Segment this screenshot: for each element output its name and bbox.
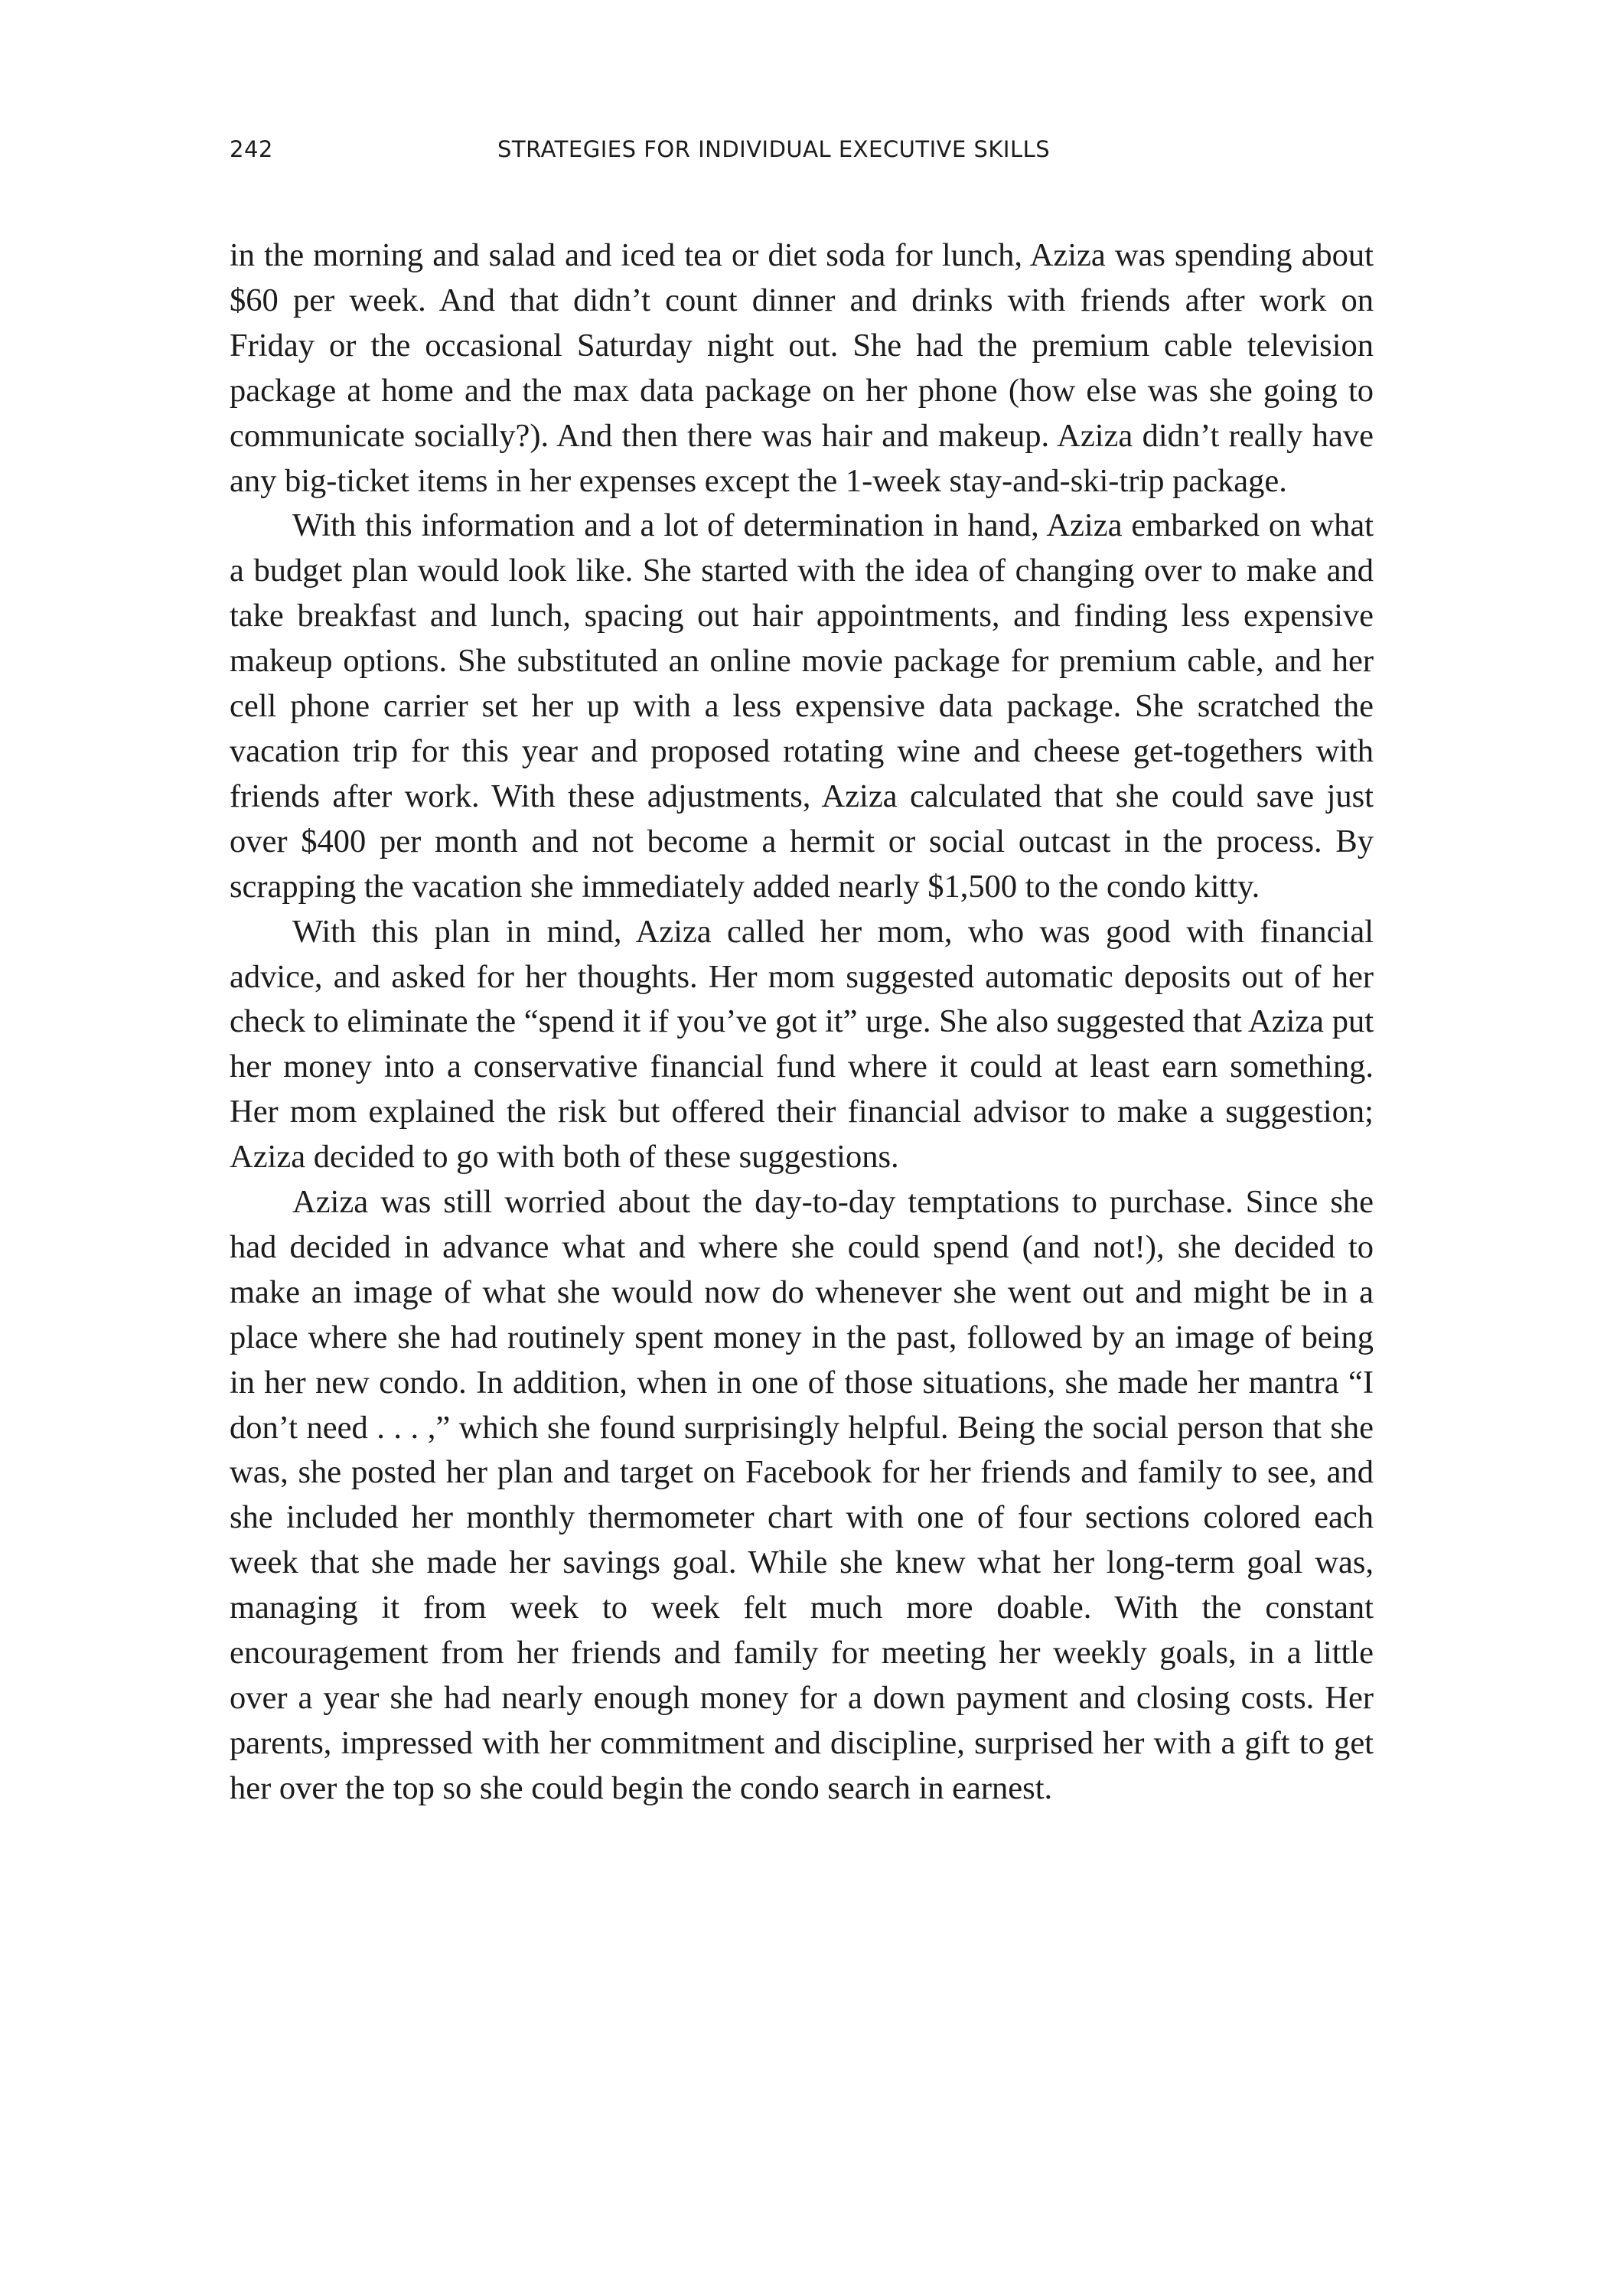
paragraph-3: With this plan in mind, Aziza called her mom, who was good with financial advice, and asked for her thoughts. Her mom suggested automatic deposits out of her check to eliminate the “spend it if you’ve got it” urge. She also suggested that Aziza put her money into a conservative financial fund where it could at least earn something. Her mom explained the risk but offered their financial advisor to make a suggestion; Aziza decided to go with both of these suggestions.	[230, 913, 1374, 1176]
paragraph-1: in the morning and salad and iced tea or diet soda for lunch, Aziza was spending about $60 per week. And that didn’t count dinner and drinks with friends after work on Friday or the occasional Saturday night out. She had the premium cable television package at home and the max data package on her phone (how else was she going to communicate socially?). And then there was hair and makeup. Aziza didn’t really have any big-ticket items in her expenses except the 1-week stay-and-ski-trip package.	[230, 237, 1374, 499]
page-number: 242	[230, 136, 273, 162]
paragraph-4: Aziza was still worried about the day-to-day temptations to purchase. Since she had decided in advance what and where she could spend (and not!), she decided to make an image of what she would now do whenever she went out and might be in a place where she had routinely spent money in the past, followed by an image of being in her new condo. In addition, when in one of those situations, she made her mantra “I don’t need . . . ,” which she found surprisingly helpful. Being the social person that she was, she posted her plan and target on Facebook for her friends and family to see, and she included her monthly thermometer chart with one of four sections colored each week that she made her savings goal. While she knew what her long-term goal was, managing it from week to week felt much more doable. With the constant encouragement from her friends and family for meeting her weekly goals, in a little over a year she had nearly enough money for a down payment and closing costs. Her parents, impressed with her commitment and discipline, surprised her with a gift to get her over the top so she could begin the condo search in earnest.	[230, 1184, 1374, 1806]
running-title: STRATEGIES FOR INDIVIDUAL EXECUTIVE SKILLS	[497, 136, 1051, 162]
paragraph-2: With this information and a lot of determination in hand, Aziza embarked on what a budget plan would look like. She started with the idea of changing over to make and take breakfast and lunch, spacing out hair appointments, and finding less expensive makeup options. She substituted an online movie package for premium cable, and her cell phone carrier set her up with a less expensive data package. She scratched the vacation trip for this year and proposed rotating wine and cheese get-togethers with friends after work. With these adjustments, Aziza calculated that she could save just over $400 per month and not become a hermit or social outcast in the process. By scrapping the vacation she immediately added nearly $1,500 to the condo kitty.	[230, 507, 1374, 905]
running-head	[230, 136, 1377, 174]
body-text	[230, 233, 1374, 1812]
